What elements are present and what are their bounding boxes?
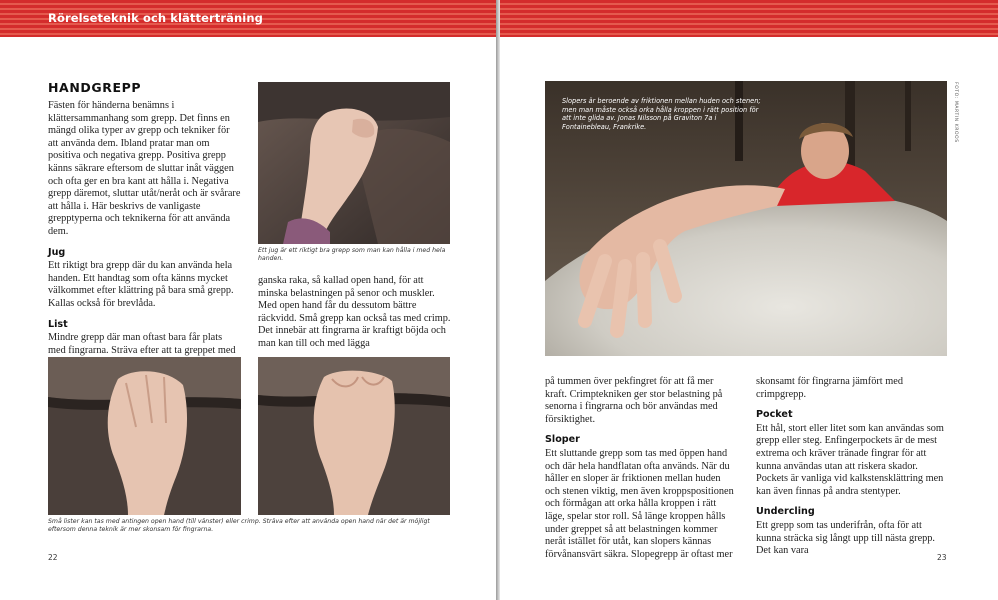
right-column-2-text [756,376,948,566]
list-paragraph: Mindre grepp där man oftast bara får plats med fingrarna. Sträva efter att ta greppet med [48,332,236,356]
sloper-heading: Sloper [545,434,580,446]
list-heading: List [48,318,68,330]
crimp-photo [258,357,450,515]
sloper-photo-caption: Slopers är beroende av friktionen mellan huden och stenen; men man måste också orka hålla kroppen i rätt position för att inte glida av. Jonas Nilsson på Graviton 7a i Fontainebleau, Frankrike. [562,97,761,131]
left-column-2-text [258,275,452,359]
right-page [500,0,998,600]
pocket-paragraph: Ett hål, stort eller litet som kan användas som grepp eller steg. Enfingerpockets är de mest extrema och kräver tränade fingrar för att kunna användas utan att riskera skador. Pockets är vanliga vid kalkstensklättring men kan även finnas på andra stentyper. [756,422,944,497]
header-band-right [500,0,998,37]
sloper-continuation: skonsamt för fingrarna jämfört med crimpgrepp. [756,376,903,400]
open-hand-image [48,357,241,515]
list-paragraph-cont: ganska raka, så kallad open hand, för att minska belastningen på senor och muskler. Med open hand får du dessutom bättre räckvidd. Små grepp kan också tas med crimp. Det innebär att fingrarna är kraftigt böjda och man kan till och med lägga [258,275,451,349]
undercling-paragraph: Ett grepp som tas underifrån, ofta för att kunna sträcka sig långt upp till nästa grepp. Det kan vara [756,519,936,557]
jug-paragraph: Ett riktigt bra grepp där du kan använda hela handen. Ett handtag som ofta känns mycket välkommet efter klättring på bara små grepp. Kallas också för brevlåda. [48,260,234,309]
page-number-left: 22 [48,553,58,562]
left-column-text [48,100,242,378]
jug-heading: Jug [48,246,66,258]
jug-hand-image [258,82,450,244]
page-number-right: 23 [937,553,947,562]
intro-paragraph: Fästen för händerna benämns i klättersammanhang som grepp. Det finns en mängd olika typer av grepp och tekniker för att använda dem. Ibland pratar man om positiva och negativa grepp. Positiva grepp känns säkrare eftersom de sluttar inåt väggen och ofta ger en bra kant att hålla i. Negativa grepp däremot, sluttar utåt/neråt och är svårare att hålla i. Här beskrivs de vanligaste grepptyperna och teknikerna för att använda dem. [48,100,241,237]
list-caption: Små lister kan tas med antingen open hand (till vänster) eller crimp. Sträva efter att använda open hand när det är möjligt eftersom denna teknik är mer skonsam för fingrarna. [48,518,430,534]
pocket-heading: Pocket [756,409,793,421]
undercling-heading: Undercling [756,506,815,518]
crimp-continuation: på tummen över pekfingret för att få mer kraft. Crimptekniken ger stor belastning på senorna i fingrarna och bör användas med försiktighet. [545,376,723,425]
section-title: Rörelseteknik och klätterträning [48,11,263,25]
crimp-hand-image [258,357,450,515]
header-band [0,0,496,37]
sloper-paragraph: Ett sluttande grepp som tas med öppen hand och där hela handflatan ofta används. När du håller en sloper är friktionen mellan huden och stenen viktig, men även kroppspositionen och förmågan att orka hålla kroppen i rätt läge, spelar stor roll. Så länge kroppen hålls under greppet så att belastningen kommer neråt istället för utåt, kan slopers kännas förvånansvärt säkra. Slopegrepp är oftast mer [545,447,734,560]
open-hand-photo [48,357,241,515]
left-page [0,0,496,600]
jug-photo [258,82,450,244]
photo-credit: FOTO: MARTIN KROOS [953,82,958,143]
right-column-1-text [545,376,737,569]
jug-caption: Ett jug är ett riktigt bra grepp som man kan hålla i med hela handen. [258,247,446,263]
page-heading: HANDGREPP [48,80,142,95]
